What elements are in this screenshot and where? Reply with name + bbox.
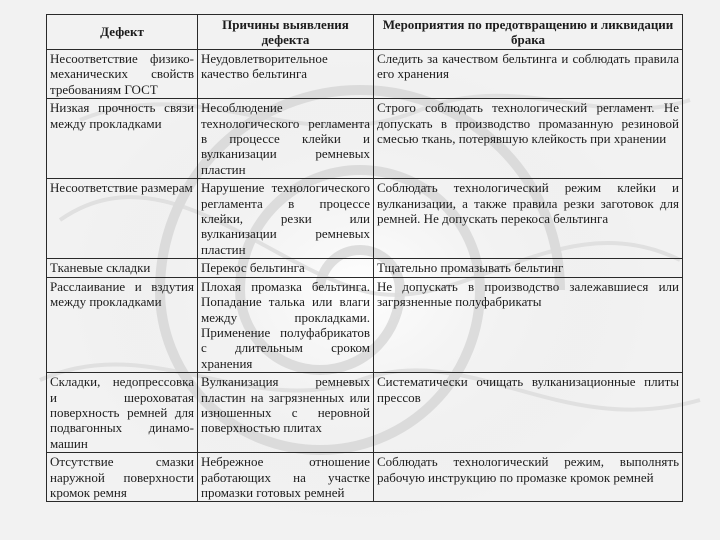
- cause-cell: Нарушение технологического регламента в процессе клейки, резки или вулканизации ремневых пластин: [198, 179, 374, 259]
- table-row: [47, 179, 683, 259]
- table-row: [47, 50, 683, 99]
- table-row: [47, 259, 683, 277]
- measure-cell: Не допускать в производство залежавшиеся или загрязненные полуфабрикаты: [374, 277, 683, 372]
- table-row: [47, 277, 683, 372]
- cause-cell: Вулканизация ремневых пластин на загрязненных или изношенных с неровной поверхностью плитах: [198, 373, 374, 453]
- table-header-row: [47, 15, 683, 50]
- table-row: [47, 373, 683, 453]
- table-row: [47, 453, 683, 502]
- cause-cell: Перекос бельтинга: [198, 259, 374, 277]
- measure-cell: Систематически очищать вулканизационные плиты прессов: [374, 373, 683, 453]
- table-row: [47, 99, 683, 179]
- header-defect: Дефект: [47, 15, 198, 50]
- defect-cell: Складки, недопрессовка и шероховатая поверхность ремней для подвагонных динамо-машин: [47, 373, 198, 453]
- defect-cell: Несоответствие физико-механических свойств требованиям ГОСТ: [47, 50, 198, 99]
- cause-cell: Небрежное отношение работающих на участке промазки готовых ремней: [198, 453, 374, 502]
- cause-cell: Несоблюдение технологического регламента в процессе клейки и вулканизации ремневых пластин: [198, 99, 374, 179]
- defect-cell: Низкая прочность связи между прокладками: [47, 99, 198, 179]
- defects-table: [46, 14, 683, 502]
- measure-cell: Строго соблюдать технологический регламент. Не допускать в производство промазанную резиновой смесью ткань, потерявшую клейкость при хранении: [374, 99, 683, 179]
- header-measure: Мероприятия по предотвращению и ликвидации брака: [374, 15, 683, 50]
- measure-cell: Соблюдать технологический режим клейки и вулканизации, а также правила резки заготовок для ремней. Не допускать перекоса бельтинга: [374, 179, 683, 259]
- defect-cell: Тканевые складки: [47, 259, 198, 277]
- measure-cell: Тщательно промазывать бельтинг: [374, 259, 683, 277]
- cause-cell: Неудовлетворительное качество бельтинга: [198, 50, 374, 99]
- defect-cell: Расслаивание и вздутия между прокладками: [47, 277, 198, 372]
- measure-cell: Следить за качеством бельтинга и соблюдать правила его хранения: [374, 50, 683, 99]
- defect-cell: Отсутствие смазки наружной поверхности кромок ремня: [47, 453, 198, 502]
- header-cause: Причины выявления дефекта: [198, 15, 374, 50]
- defect-cell: Несоответствие размерам: [47, 179, 198, 259]
- cause-cell: Плохая промазка бельтинга. Попадание талька или влаги между прокладками. Применение полуфабрикатов с длительным сроком хранения: [198, 277, 374, 372]
- measure-cell: Соблюдать технологический режим, выполнять рабочую инструкцию по промазке кромок ремней: [374, 453, 683, 502]
